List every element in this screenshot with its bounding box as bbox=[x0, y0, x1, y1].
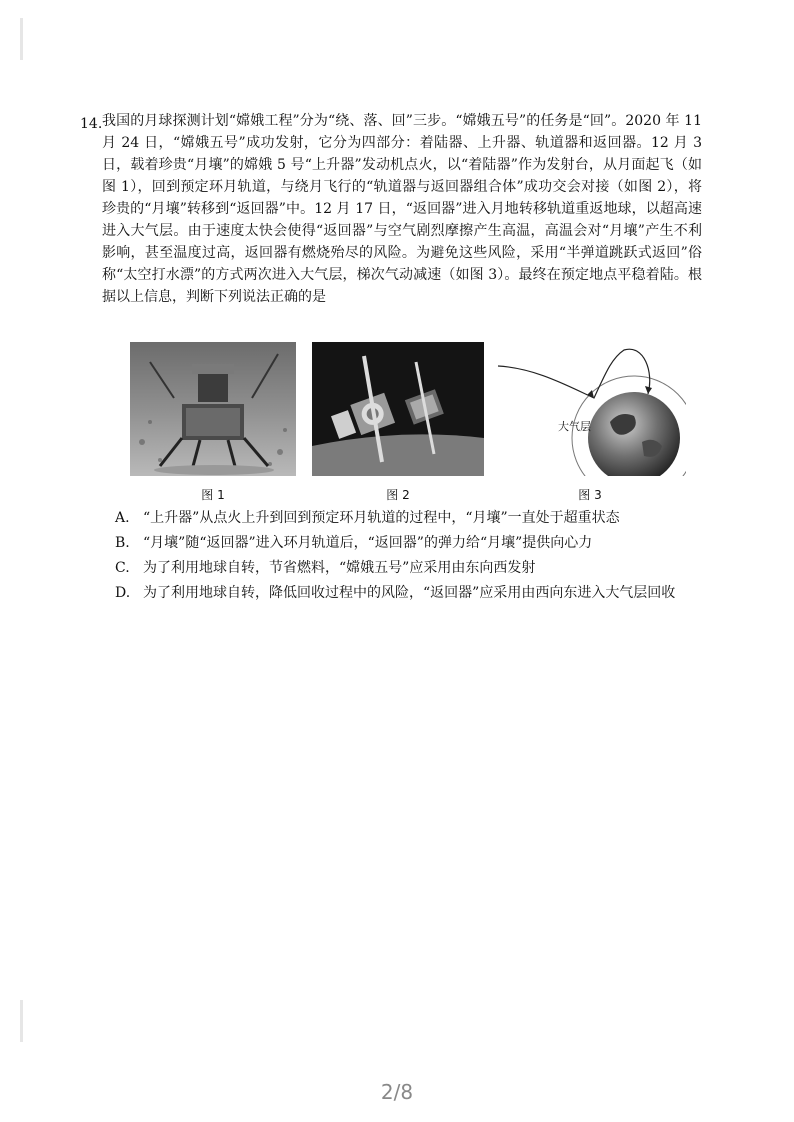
option-letter: A. bbox=[115, 510, 130, 526]
figure-3 bbox=[494, 342, 686, 502]
scan-edge-mark bbox=[20, 18, 23, 60]
docking-illustration bbox=[312, 342, 484, 476]
scan-edge-mark bbox=[20, 1000, 23, 1042]
option-letter: B. bbox=[115, 535, 130, 551]
lunar-lander-photo bbox=[130, 342, 296, 476]
option-text: 为了利用地球自转，节省燃料，“嫦娥五号”应采用由东向西发射 bbox=[143, 560, 536, 576]
option-text: 为了利用地球自转，降低回收过程中的风险，“返回器”应采用由西向东进入大气层回收 bbox=[143, 585, 676, 601]
answer-options bbox=[115, 506, 715, 606]
figure-3-caption: 图 3 bbox=[578, 488, 602, 502]
figure-row bbox=[130, 342, 690, 502]
option-b[interactable] bbox=[115, 531, 715, 556]
option-text: “上升器”从点火上升到回到预定环月轨道的过程中，“月壤”一直处于超重状态 bbox=[143, 510, 620, 526]
figure-1 bbox=[130, 342, 296, 502]
page-number: 2/8 bbox=[380, 1080, 414, 1104]
option-letter: D. bbox=[115, 585, 131, 601]
atmosphere-label: 大气层 bbox=[558, 420, 591, 433]
question-number: 14. bbox=[80, 116, 103, 132]
option-a[interactable] bbox=[115, 506, 715, 531]
option-letter: C. bbox=[115, 560, 130, 576]
question-stem: 我国的月球探测计划“嫦娥工程”分为“绕、落、回”三步。“嫦娥五号”的任务是“回”。2020 年 11 月 24 日，“嫦娥五号”成功发射，它分为四部分：着陆器、上升器、轨道器和返回器。12 月 3 日，载着珍贵“月壤”的嫦娥 5 号“上升器”发动机点火，以“着陆器”作为发射台，从月面起飞（如图 1），回到预定环月轨道，与绕月飞行的“轨道器与返回器组合体”成功交会对接（如图 2），将珍贵的“月壤”转移到“返回器”中。12 月 17 日，“返回器”进入月地转移轨道重返地球，以超高速进入大气层。由于速度太快会使得“返回器”与空气剧烈摩擦产生高温，高温会对“月壤”产生不利影响，甚至温度过高，返回器有燃烧殆尽的风险。为避免这些风险，采用“半弹道跳跃式返回”俗称“太空打水漂”的方式两次进入大气层，梯次气动减速（如图 3）。最终在预定地点平稳着陆。根据以上信息，判断下列说法正确的是 bbox=[102, 113, 702, 305]
figure-2 bbox=[312, 342, 484, 502]
option-c[interactable] bbox=[115, 556, 715, 581]
figure-1-caption: 图 1 bbox=[201, 488, 225, 502]
skip-reentry-diagram bbox=[494, 342, 686, 476]
option-d[interactable] bbox=[115, 581, 715, 606]
figure-2-caption: 图 2 bbox=[386, 488, 410, 502]
option-text: “月壤”随“返回器”进入环月轨道后，“返回器”的弹力给“月壤”提供向心力 bbox=[143, 535, 593, 551]
